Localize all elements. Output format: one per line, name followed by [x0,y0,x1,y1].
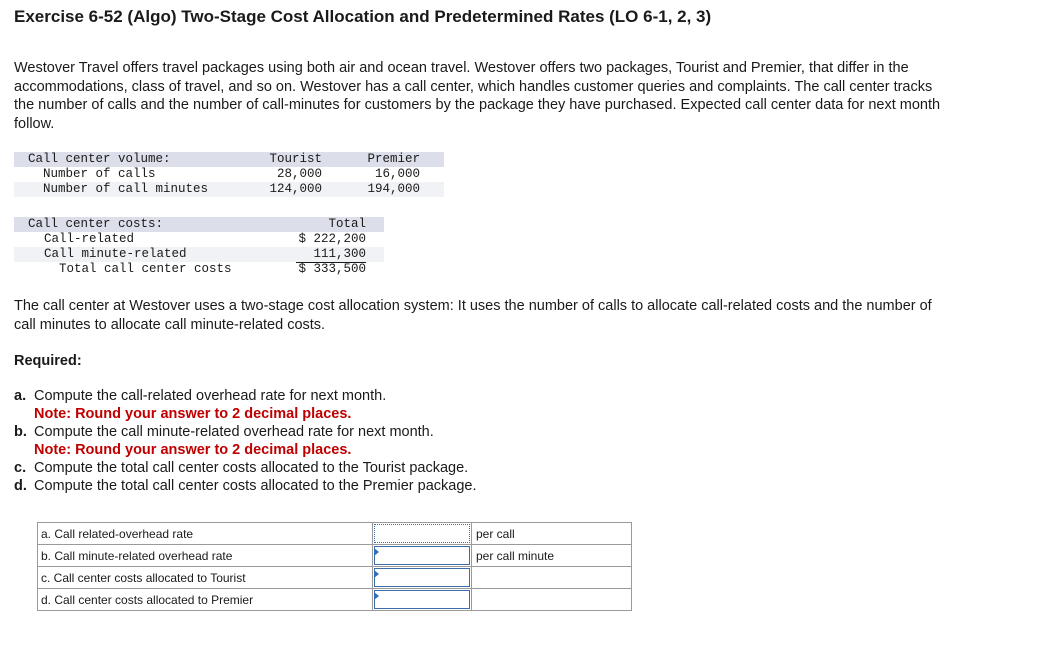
volume-tourist-minutes: 124,000 [269,182,322,196]
volume-premier-minutes: 194,000 [367,182,420,196]
requirement-a [14,387,476,423]
costs-header-row [14,217,384,232]
volume-tourist-calls: 28,000 [276,167,322,181]
answer-unit: per call [472,523,632,545]
input-flag-icon [374,570,379,578]
requirement-text: Compute the total call center costs allocated to the Tourist package. [34,460,469,476]
requirement-text: Compute the call minute-related overhead rate for next month. [34,424,434,440]
answer-row-c [38,567,632,589]
answer-input-cell [373,523,472,545]
costs-minute-related-value: 111,300 [296,247,366,263]
requirement-text: Compute the total call center costs allocated to the Premier package. [34,478,477,494]
volume-header-label: Call center volume: [28,152,171,166]
requirement-letter: c. [14,460,27,476]
answer-input-cell [373,589,472,611]
answer-label: a. Call related-overhead rate [38,523,373,545]
requirement-letter: d. [14,478,27,494]
answer-row-a [38,523,632,545]
costs-row-label: Total call center costs [59,262,232,276]
costs-row-label: Call minute-related [44,247,187,261]
requirement-d [14,477,476,495]
requirements-list [14,387,476,495]
required-heading: Required: [14,353,82,369]
answer-input-box [374,546,470,565]
tourist-costs-input[interactable] [375,569,469,586]
answer-input-box [374,524,470,543]
minute-related-rate-input[interactable] [375,547,469,564]
costs-row-call-related [14,232,384,247]
volume-premier-calls: 16,000 [374,167,420,181]
requirement-c [14,459,476,477]
intro-paragraph: Westover Travel offers travel packages using both air and ocean travel. Westover offers two packages, Tourist and Premier, that differ in the accommodations, class of travel, and so on. Westover has a call center, which handles customer queries and complaints. The call center tracks the number of calls and the number of call-minutes for customers by the package they have purchased. Expected call center data for next month follow. [14,60,941,132]
costs-header-label: Call center costs: [28,217,164,231]
costs-row-minute-related [14,247,384,262]
rounding-note: Note: Round your answer to 2 decimal places. [34,406,352,422]
answer-unit: per call minute [472,545,632,567]
volume-header-tourist: Tourist [269,152,322,166]
costs-header-total: Total [328,217,366,231]
answer-label: c. Call center costs allocated to Tourist [38,567,373,589]
exercise-title: Exercise 6-52 (Algo) Two-Stage Cost Allocation and Predetermined Rates (LO 6-1, 2, 3) [14,7,712,26]
costs-row-label: Call-related [44,232,135,246]
input-flag-icon [374,592,379,600]
answer-unit [472,567,632,589]
call-related-rate-input[interactable] [375,525,469,542]
requirement-letter: b. [14,424,27,440]
answer-row-b [38,545,632,567]
allocation-paragraph: The call center at Westover uses a two-stage cost allocation system: It uses the number of calls to allocate call-related costs and the number of call minutes to allocate call minute-related costs. [14,298,932,333]
volume-row-label: Number of calls [43,167,156,181]
call-costs-table [14,217,384,277]
answer-row-d [38,589,632,611]
volume-row-calls [14,167,444,182]
premier-costs-input[interactable] [375,591,469,608]
requirement-text: Compute the call-related overhead rate for next month. [34,388,387,404]
answer-label: d. Call center costs allocated to Premier [38,589,373,611]
volume-row-label: Number of call minutes [43,182,209,196]
volume-header-row [14,152,444,167]
costs-call-related-value: $ 222,200 [298,232,366,246]
answer-input-box [374,590,470,609]
costs-total-value: $ 333,500 [298,262,366,276]
answer-table [37,522,632,611]
answer-input-cell [373,567,472,589]
call-volume-table [14,152,444,197]
answer-input-box [374,568,470,587]
answer-input-cell [373,545,472,567]
rounding-note: Note: Round your answer to 2 decimal places. [34,442,352,458]
requirement-letter: a. [14,388,27,404]
volume-header-premier: Premier [367,152,420,166]
input-flag-icon [374,548,379,556]
answer-label: b. Call minute-related overhead rate [38,545,373,567]
requirement-b [14,423,476,459]
volume-row-minutes [14,182,444,197]
answer-unit [472,589,632,611]
costs-row-total [14,262,384,277]
